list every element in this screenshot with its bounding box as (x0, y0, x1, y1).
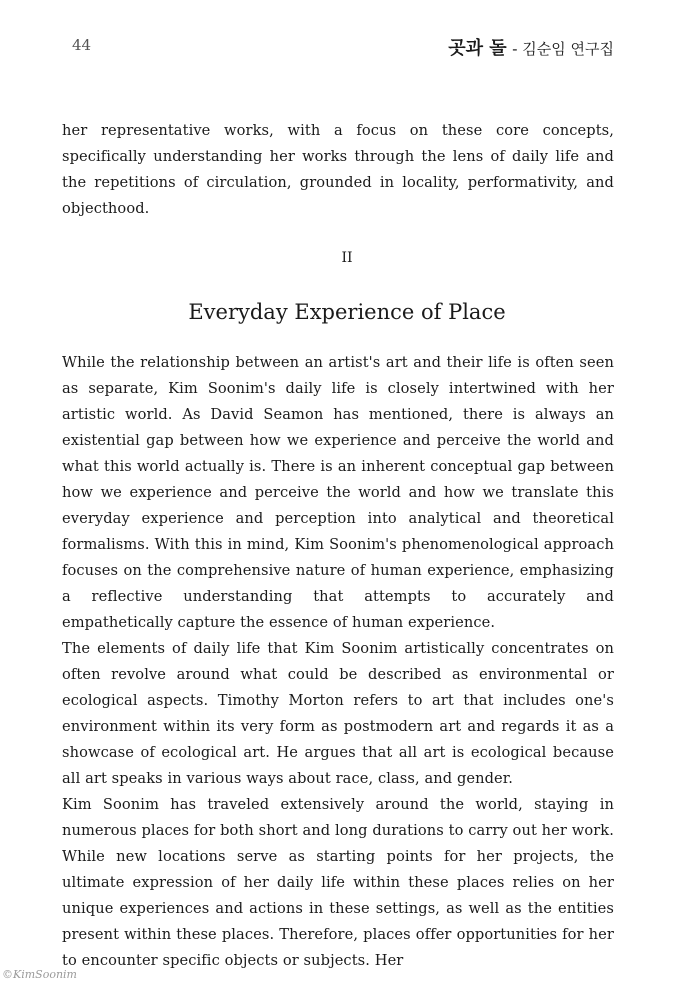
running-title: 곳과 돌 (448, 38, 507, 59)
running-header (448, 34, 614, 60)
paragraph: While the relationship between an artist's art and their life is often seen as separate, Kim Soonim's daily life is closely intertwined with her artistic world. As David Seamon has mentioned, there is always an existential gap between how we experience and perceive the world and what this world actually is. There is an inherent conceptual gap between how we experience and perceive the world and how we translate this everyday experience and perception into analytical and theoretical formalisms. With this in mind, Kim Soonim's phenomenological approach focuses on the comprehensive nature of human experience, emphasizing a reflective understanding that attempts to accurately and empathetically capture the essence of human experience. (62, 354, 614, 631)
running-subtitle: - 김순임 연구집 (512, 40, 614, 58)
section-body (62, 350, 614, 974)
paragraph: The elements of daily life that Kim Soonim artistically concentrates on often revolve around what could be described as environmental or ecological aspects. Timothy Morton refers to art that includes one's environment within its very form as postmodern art and regards it as a showcase of ecological art. He argues that all art is ecological because all art speaks in various ways about race, class, and gender. (62, 640, 614, 787)
page-number: 44 (72, 36, 92, 54)
paragraph: Kim Soonim has traveled extensively around the world, staying in numerous places for both short and long durations to carry out her work. While new locations serve as starting points for her projects, the ultimate expression of her daily life within these places relies on her unique experiences and actions in these settings, as well as the entities present within these places. Therefore, places offer opportunities for her to encounter specific objects or subjects. Her (62, 796, 614, 969)
intro-paragraph: her representative works, with a focus on these core concepts, specifically understanding her works through the lens of daily life and the repetitions of circulation, grounded in locality, performativity, and objecthood. (62, 122, 614, 217)
section-title: Everyday Experience of Place (188, 300, 506, 324)
copyright-watermark: ©KimSoonim (2, 968, 77, 981)
section-number: II (341, 250, 353, 266)
